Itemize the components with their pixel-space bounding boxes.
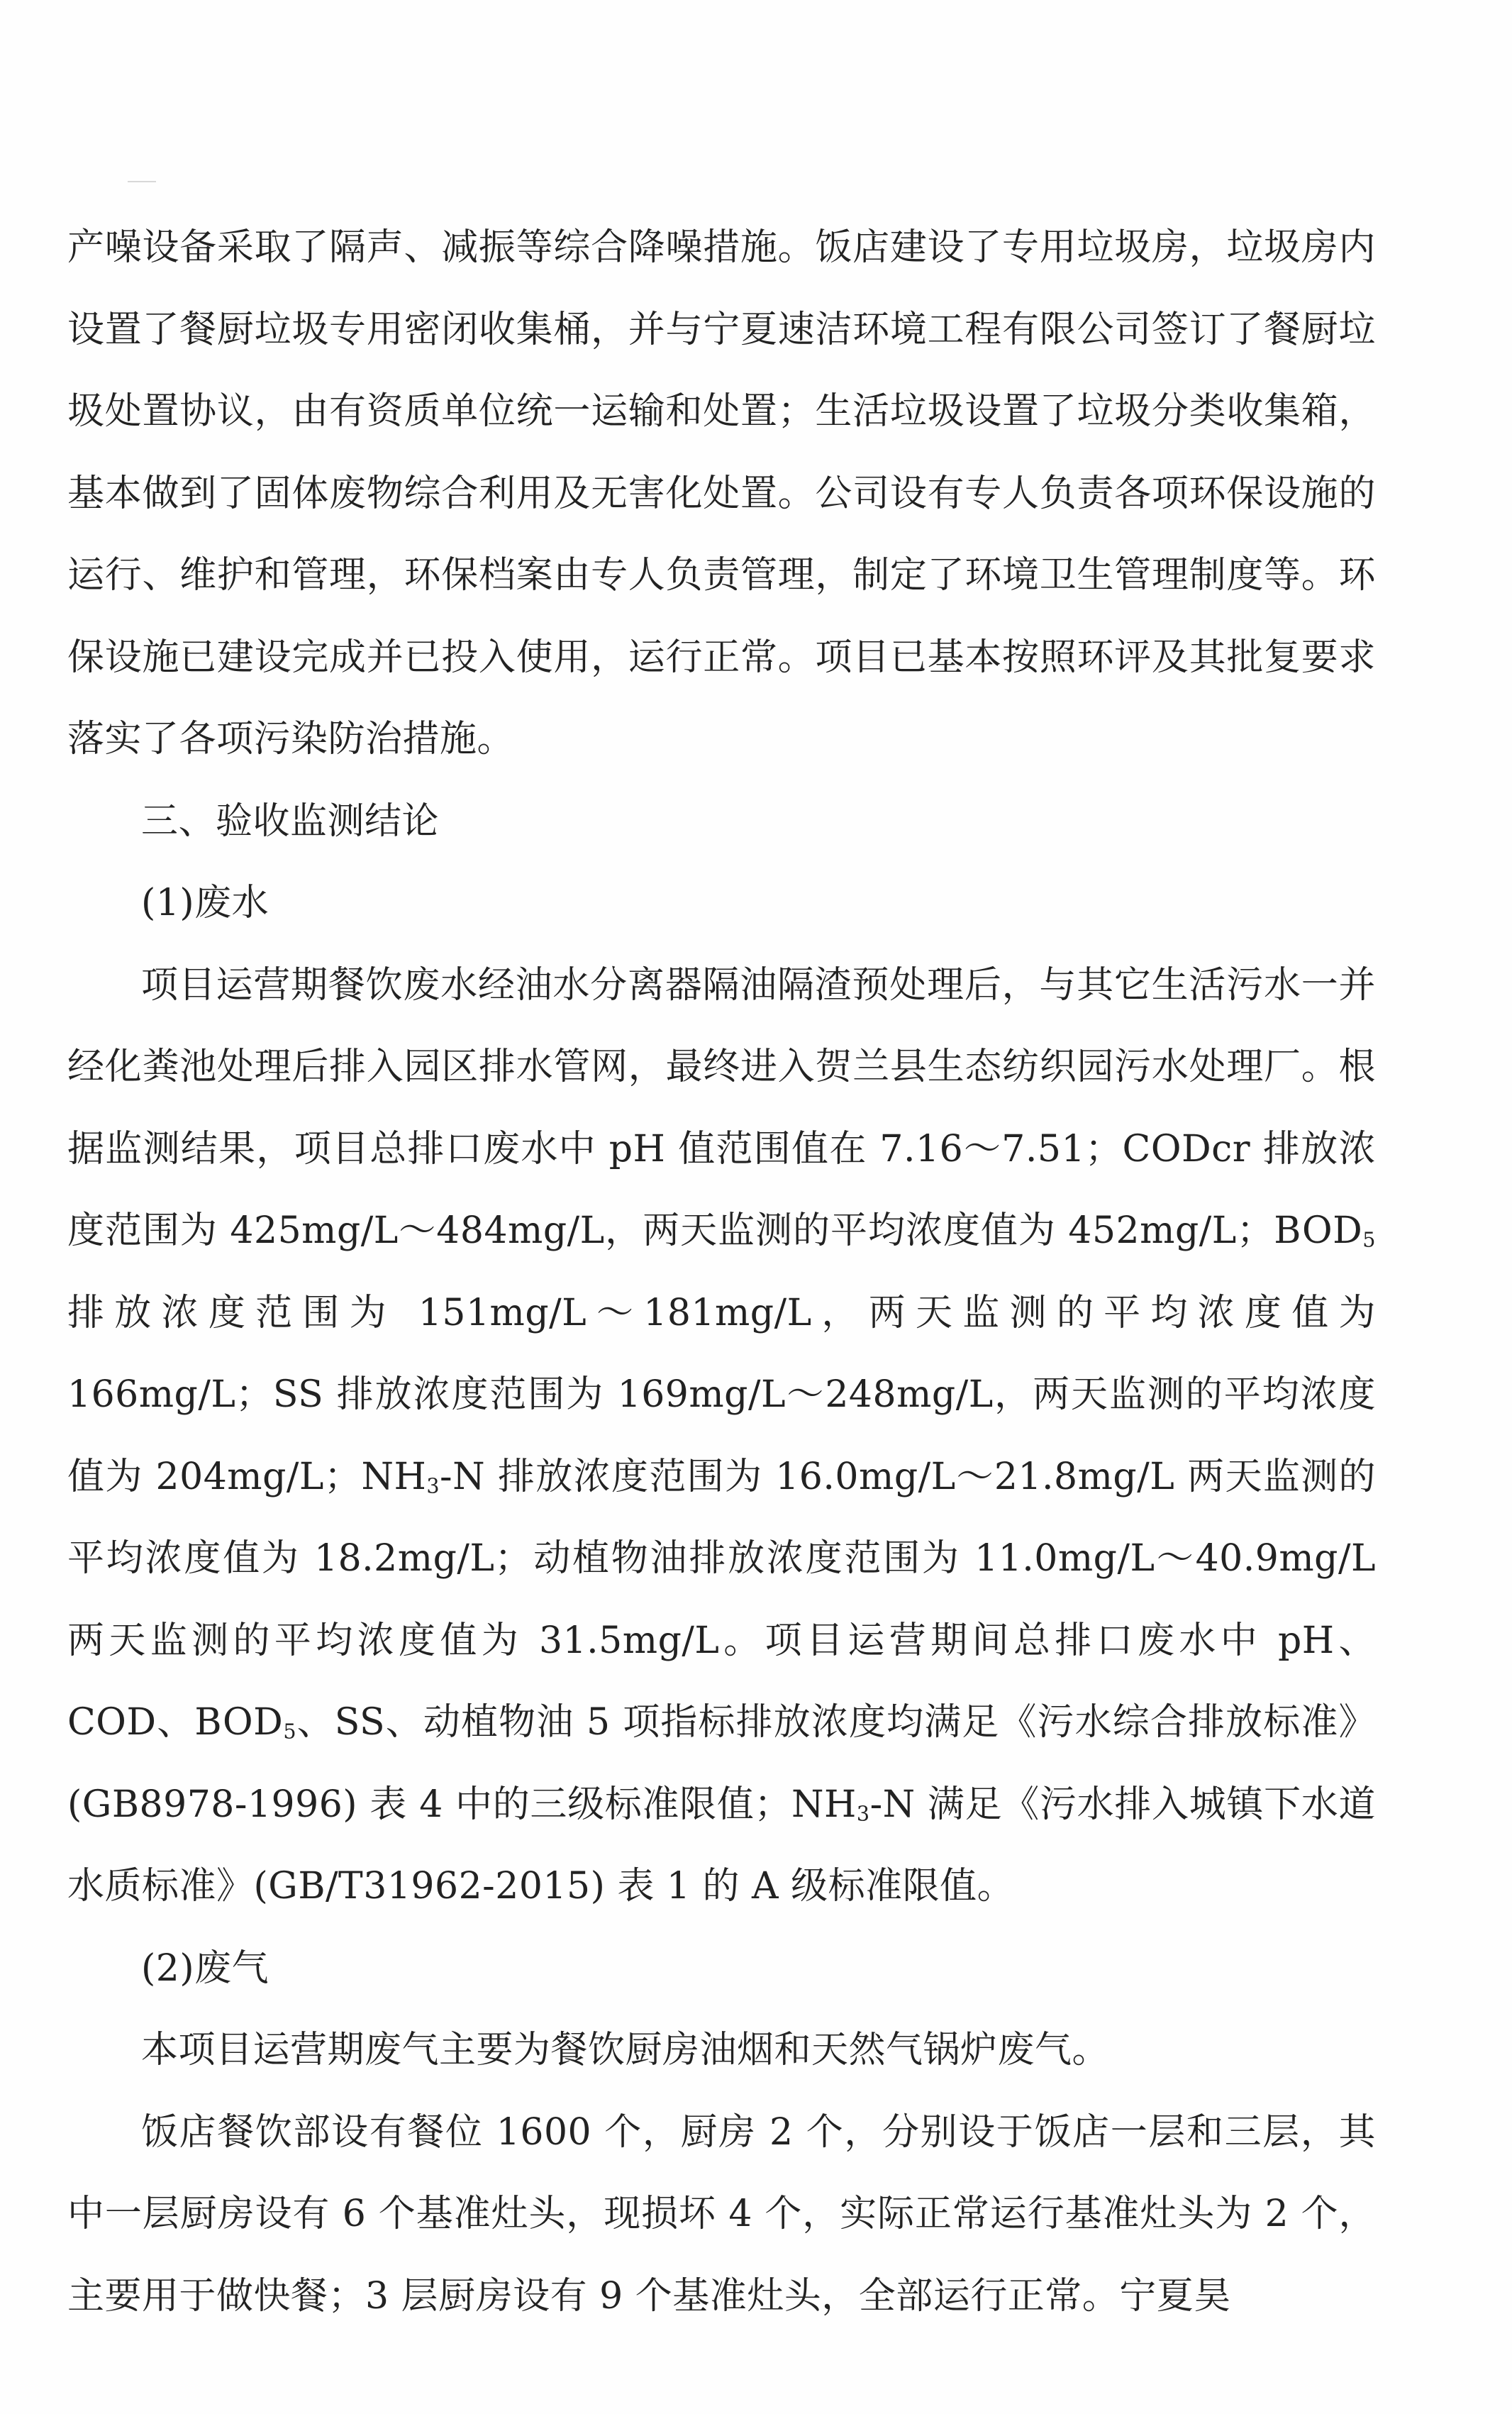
section-heading-acceptance-conclusion: 三、验收监测结论 [141,799,440,843]
wastewater-text-part: 项目运营期餐饮废水经油水分离器隔油隔渣预处理后，与其它生活污水一并经化粪池处理后排入园区排水管网，最终进入贺兰县生态纺织园污水处理厂。根据监测结果，项目总排口废水中 pH 值范围值在 7.16～7.51；CODcr 排放浓度范围为 425mg/L～484mg/L，两天监测的平均浓度值为 452mg/L；BOD [67,963,1376,1252]
subheading-wastewater: (1)废水 [141,882,269,924]
document-body [67,207,1376,2337]
subscript: 5 [1362,1227,1376,1252]
wastewater-text-part: 排放浓度范围为 151mg/L～181mg/L，两天监测的平均浓度值为 166mg/L；SS 排放浓度范围为 169mg/L～248mg/L，两天监测的平均浓度值为 204mg/L；NH [67,1291,1376,1498]
paragraph-wastewater-results [67,945,1376,1928]
paragraph-exhaust-overview: 本项目运营期废气主要为餐饮厨房油烟和天然气锅炉废气。 [141,2029,1110,2071]
scan-artifact [128,181,156,182]
paragraph-noise-and-waste-measures: 产噪设备采取了隔声、减振等综合降噪措施。饭店建设了专用垃圾房，垃圾房内设置了餐厨垃圾专用密闭收集桶，并与宁夏速洁环境工程有限公司签订了餐厨垃圾处置协议，由有资质单位统一运输和处置；生活垃圾设置了垃圾分类收集箱，基本做到了固体废物综合利用及无害化处置。公司设有专人负责各项环保设施的运行、维护和管理，环保档案由专人负责管理，制定了环境卫生管理制度等。环保设施已建设完成并已投入使用，运行正常。项目已基本按照环评及其批复要求落实了各项污染防治措施。 [67,226,1376,760]
paragraph-kitchen-details: 饭店餐饮部设有餐位 1600 个，厨房 2 个，分别设于饭店一层和三层，其中一层厨房设有 6 个基准灶头，现损坏 4 个，实际正常运行基准灶头为 2 个，主要用于做快餐；3 层厨房设有 9 个基准灶头，全部运行正常。宁夏昊 [67,2110,1376,2318]
subscript: 5 [283,1719,297,1744]
subscript: 3 [856,1801,870,1826]
subscript: 3 [426,1473,440,1498]
subheading-exhaust-gas: (2)废气 [141,1947,269,1990]
wastewater-text-part: -N 排放浓度范围为 16.0mg/L～21.8mg/L 两天监测的平均浓度值为 18.2mg/L；动植物油排放浓度范围为 11.0mg/L～40.9mg/L 两天监测的平均浓度值为 31.5mg/L。项目运营期间总排口废水中 pH、COD、BOD [67,1455,1377,1744]
wastewater-text-part: 、SS、动植物油 5 项指标排放浓度均满足《污水综合排放标准》(GB8978-1996) 表 4 中的三级标准限值；NH [67,1701,1376,1826]
wastewater-text-part: -N 满足《污水排入城镇下水道水质标准》(GB/T31962-2015) 表 1 的 A 级标准限值。 [67,1783,1376,1908]
